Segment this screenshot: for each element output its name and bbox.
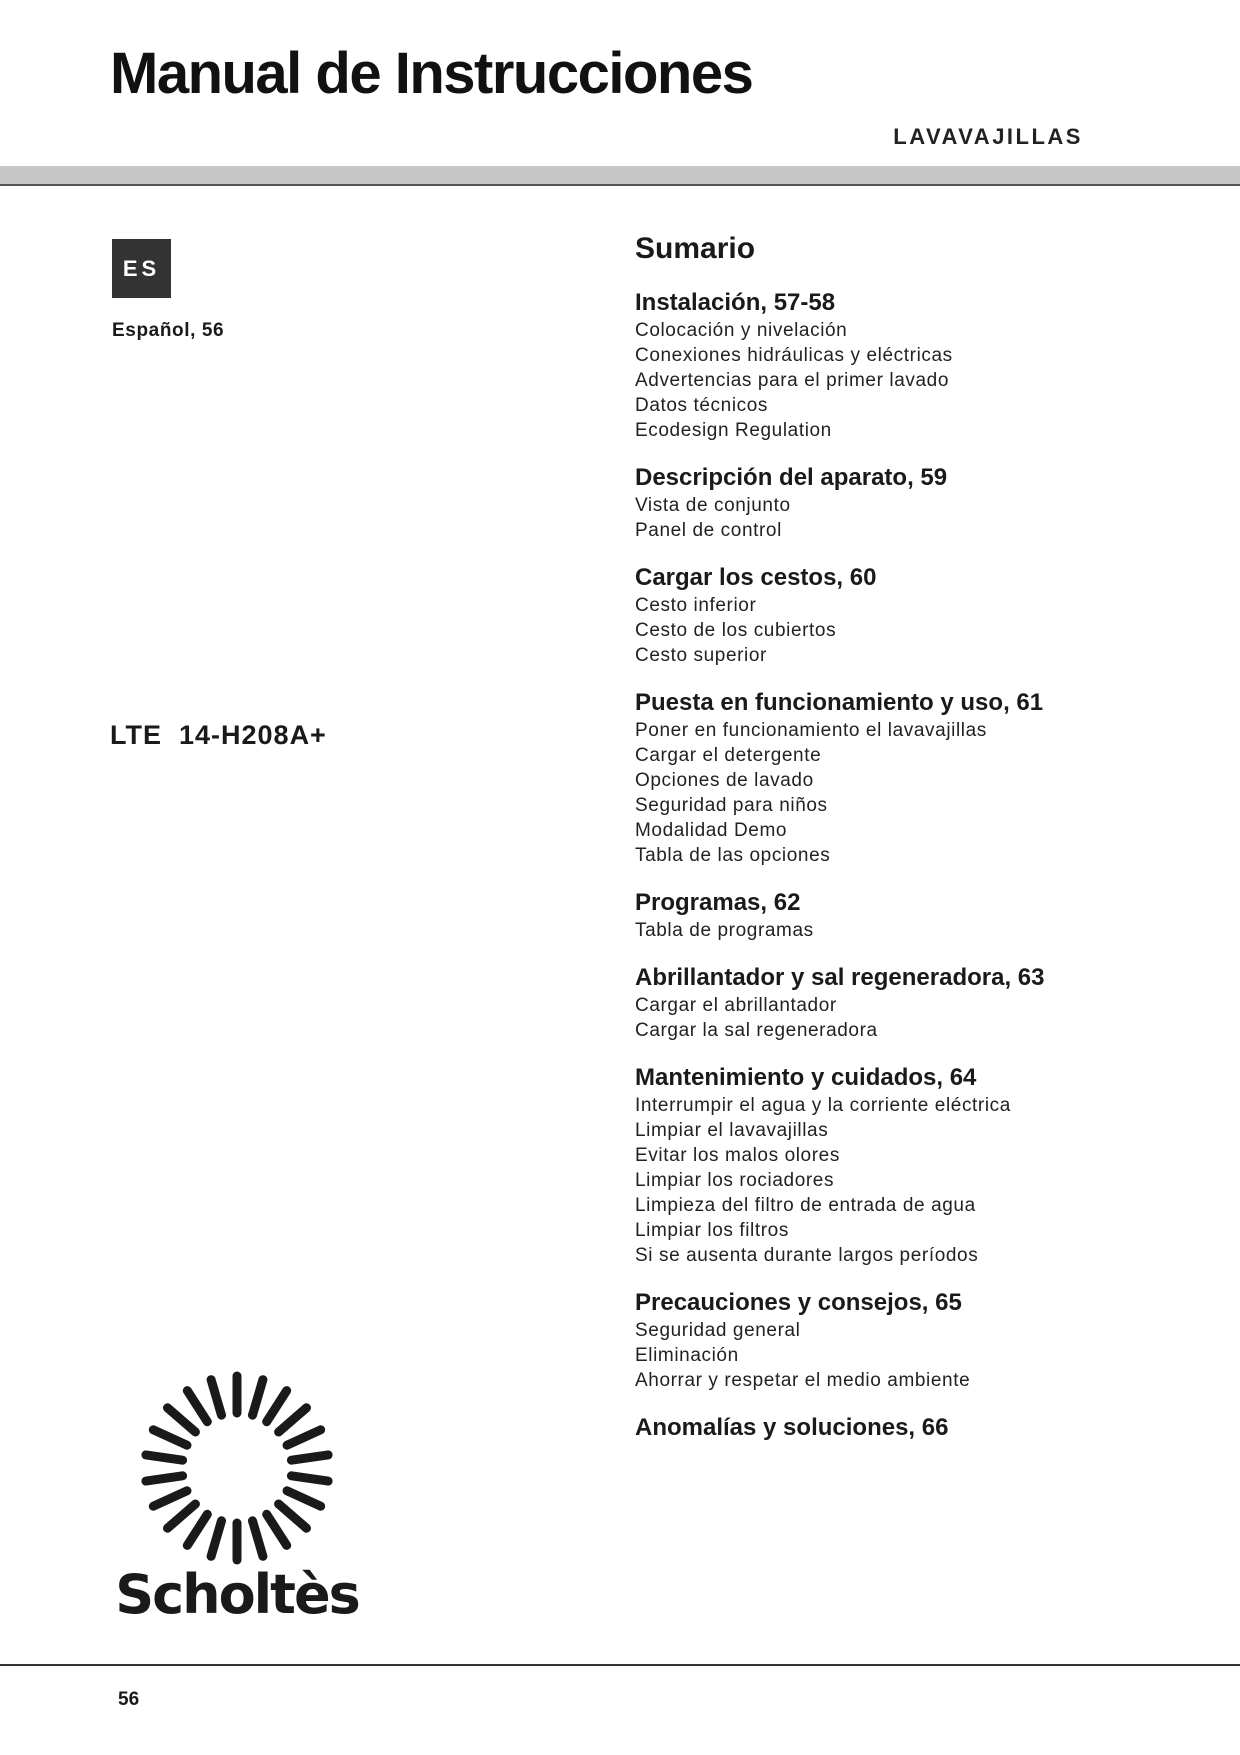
logo-ray	[153, 1430, 187, 1445]
logo-ray	[253, 1521, 263, 1557]
logo-ray	[146, 1455, 183, 1460]
toc-item: Panel de control	[635, 520, 782, 541]
toc-section	[635, 1288, 1215, 1393]
toc-item: Cargar el abrillantador	[635, 995, 837, 1016]
toc-section-heading: Mantenimiento y cuidados, 64	[635, 1064, 977, 1091]
toc-item: Limpiar el lavavajillas	[635, 1120, 829, 1141]
logo-ray	[291, 1476, 328, 1481]
toc-section-heading: Programas, 62	[635, 889, 801, 916]
toc-item: Modalidad Demo	[635, 820, 788, 841]
toc-item: Ecodesign Regulation	[635, 420, 832, 441]
toc-section	[635, 888, 1215, 943]
toc-item: Interrumpir el agua y la corriente eléctrica	[635, 1095, 1011, 1116]
toc-section	[635, 563, 1215, 668]
logo-ray	[267, 1514, 287, 1545]
logo-ray	[146, 1476, 183, 1481]
toc-item: Tabla de programas	[635, 920, 814, 941]
toc-item: Seguridad general	[635, 1320, 801, 1341]
logo-ray	[291, 1455, 328, 1460]
logo-ray	[153, 1491, 187, 1506]
table-of-contents	[635, 232, 1215, 1463]
toc-section-heading: Abrillantador y sal regeneradora, 63	[635, 964, 1045, 991]
toc-section	[635, 688, 1215, 868]
logo-ray	[187, 1514, 207, 1545]
header-band	[0, 166, 1240, 186]
toc-section	[635, 288, 1215, 443]
toc-item: Cesto superior	[635, 645, 767, 666]
language-page-reference: Español, 56	[112, 320, 225, 341]
toc-item: Vista de conjunto	[635, 495, 791, 516]
toc-section-heading: Precauciones y consejos, 65	[635, 1289, 962, 1316]
toc-item: Limpiar los rociadores	[635, 1170, 835, 1191]
toc-section	[635, 963, 1215, 1043]
toc-item: Seguridad para niños	[635, 795, 828, 816]
logo-ray	[211, 1521, 221, 1557]
toc-section-heading: Anomalías y soluciones, 66	[635, 1414, 949, 1441]
toc-item: Si se ausenta durante largos períodos	[635, 1245, 979, 1266]
toc-section-heading: Descripción del aparato, 59	[635, 464, 948, 491]
toc-section	[635, 1413, 1215, 1443]
brand-wordmark: Scholtès	[115, 1563, 359, 1623]
logo-ray	[287, 1430, 321, 1445]
toc-item: Evitar los malos olores	[635, 1145, 840, 1166]
toc-item: Tabla de las opciones	[635, 845, 831, 866]
toc-item: Eliminación	[635, 1345, 739, 1366]
logo-ray	[253, 1380, 263, 1416]
toc-item: Colocación y nivelación	[635, 320, 848, 341]
toc-item: Datos técnicos	[635, 395, 769, 416]
language-badge: ES	[112, 239, 171, 298]
toc-item: Cargar la sal regeneradora	[635, 1020, 878, 1041]
brand-logo	[115, 1368, 360, 1623]
toc-sections	[635, 288, 1215, 1443]
toc-section-heading: Cargar los cestos, 60	[635, 564, 877, 591]
logo-ray	[168, 1504, 196, 1528]
toc-title: Sumario	[635, 232, 756, 265]
toc-item: Cesto de los cubiertos	[635, 620, 837, 641]
toc-item: Ahorrar y respetar el medio ambiente	[635, 1370, 971, 1391]
logo-ray	[287, 1491, 321, 1506]
logo-ray	[187, 1391, 207, 1422]
toc-section	[635, 463, 1215, 543]
toc-item: Limpiar los filtros	[635, 1220, 789, 1241]
toc-item: Cesto inferior	[635, 595, 757, 616]
toc-section-heading: Puesta en funcionamiento y uso, 61	[635, 689, 1044, 716]
toc-item: Opciones de lavado	[635, 770, 814, 791]
sunburst-icon	[115, 1368, 360, 1623]
toc-item: Conexiones hidráulicas y eléctricas	[635, 345, 953, 366]
logo-ray	[279, 1504, 307, 1528]
toc-section	[635, 1063, 1215, 1268]
toc-section-heading: Instalación, 57-58	[635, 289, 836, 316]
toc-item: Cargar el detergente	[635, 745, 822, 766]
document-subtitle: LAVAVAJILLAS	[893, 124, 1083, 149]
logo-ray	[168, 1408, 196, 1432]
toc-item: Limpieza del filtro de entrada de agua	[635, 1195, 976, 1216]
model-number: LTE 14-H208A+	[110, 720, 327, 750]
logo-ray	[211, 1380, 221, 1416]
toc-item: Advertencias para el primer lavado	[635, 370, 949, 391]
logo-ray	[279, 1408, 307, 1432]
footer-rule	[0, 1664, 1240, 1666]
page-number: 56	[118, 1689, 140, 1710]
toc-item: Poner en funcionamiento el lavavajillas	[635, 720, 987, 741]
logo-ray	[267, 1391, 287, 1422]
document-title: Manual de Instrucciones	[110, 41, 753, 106]
